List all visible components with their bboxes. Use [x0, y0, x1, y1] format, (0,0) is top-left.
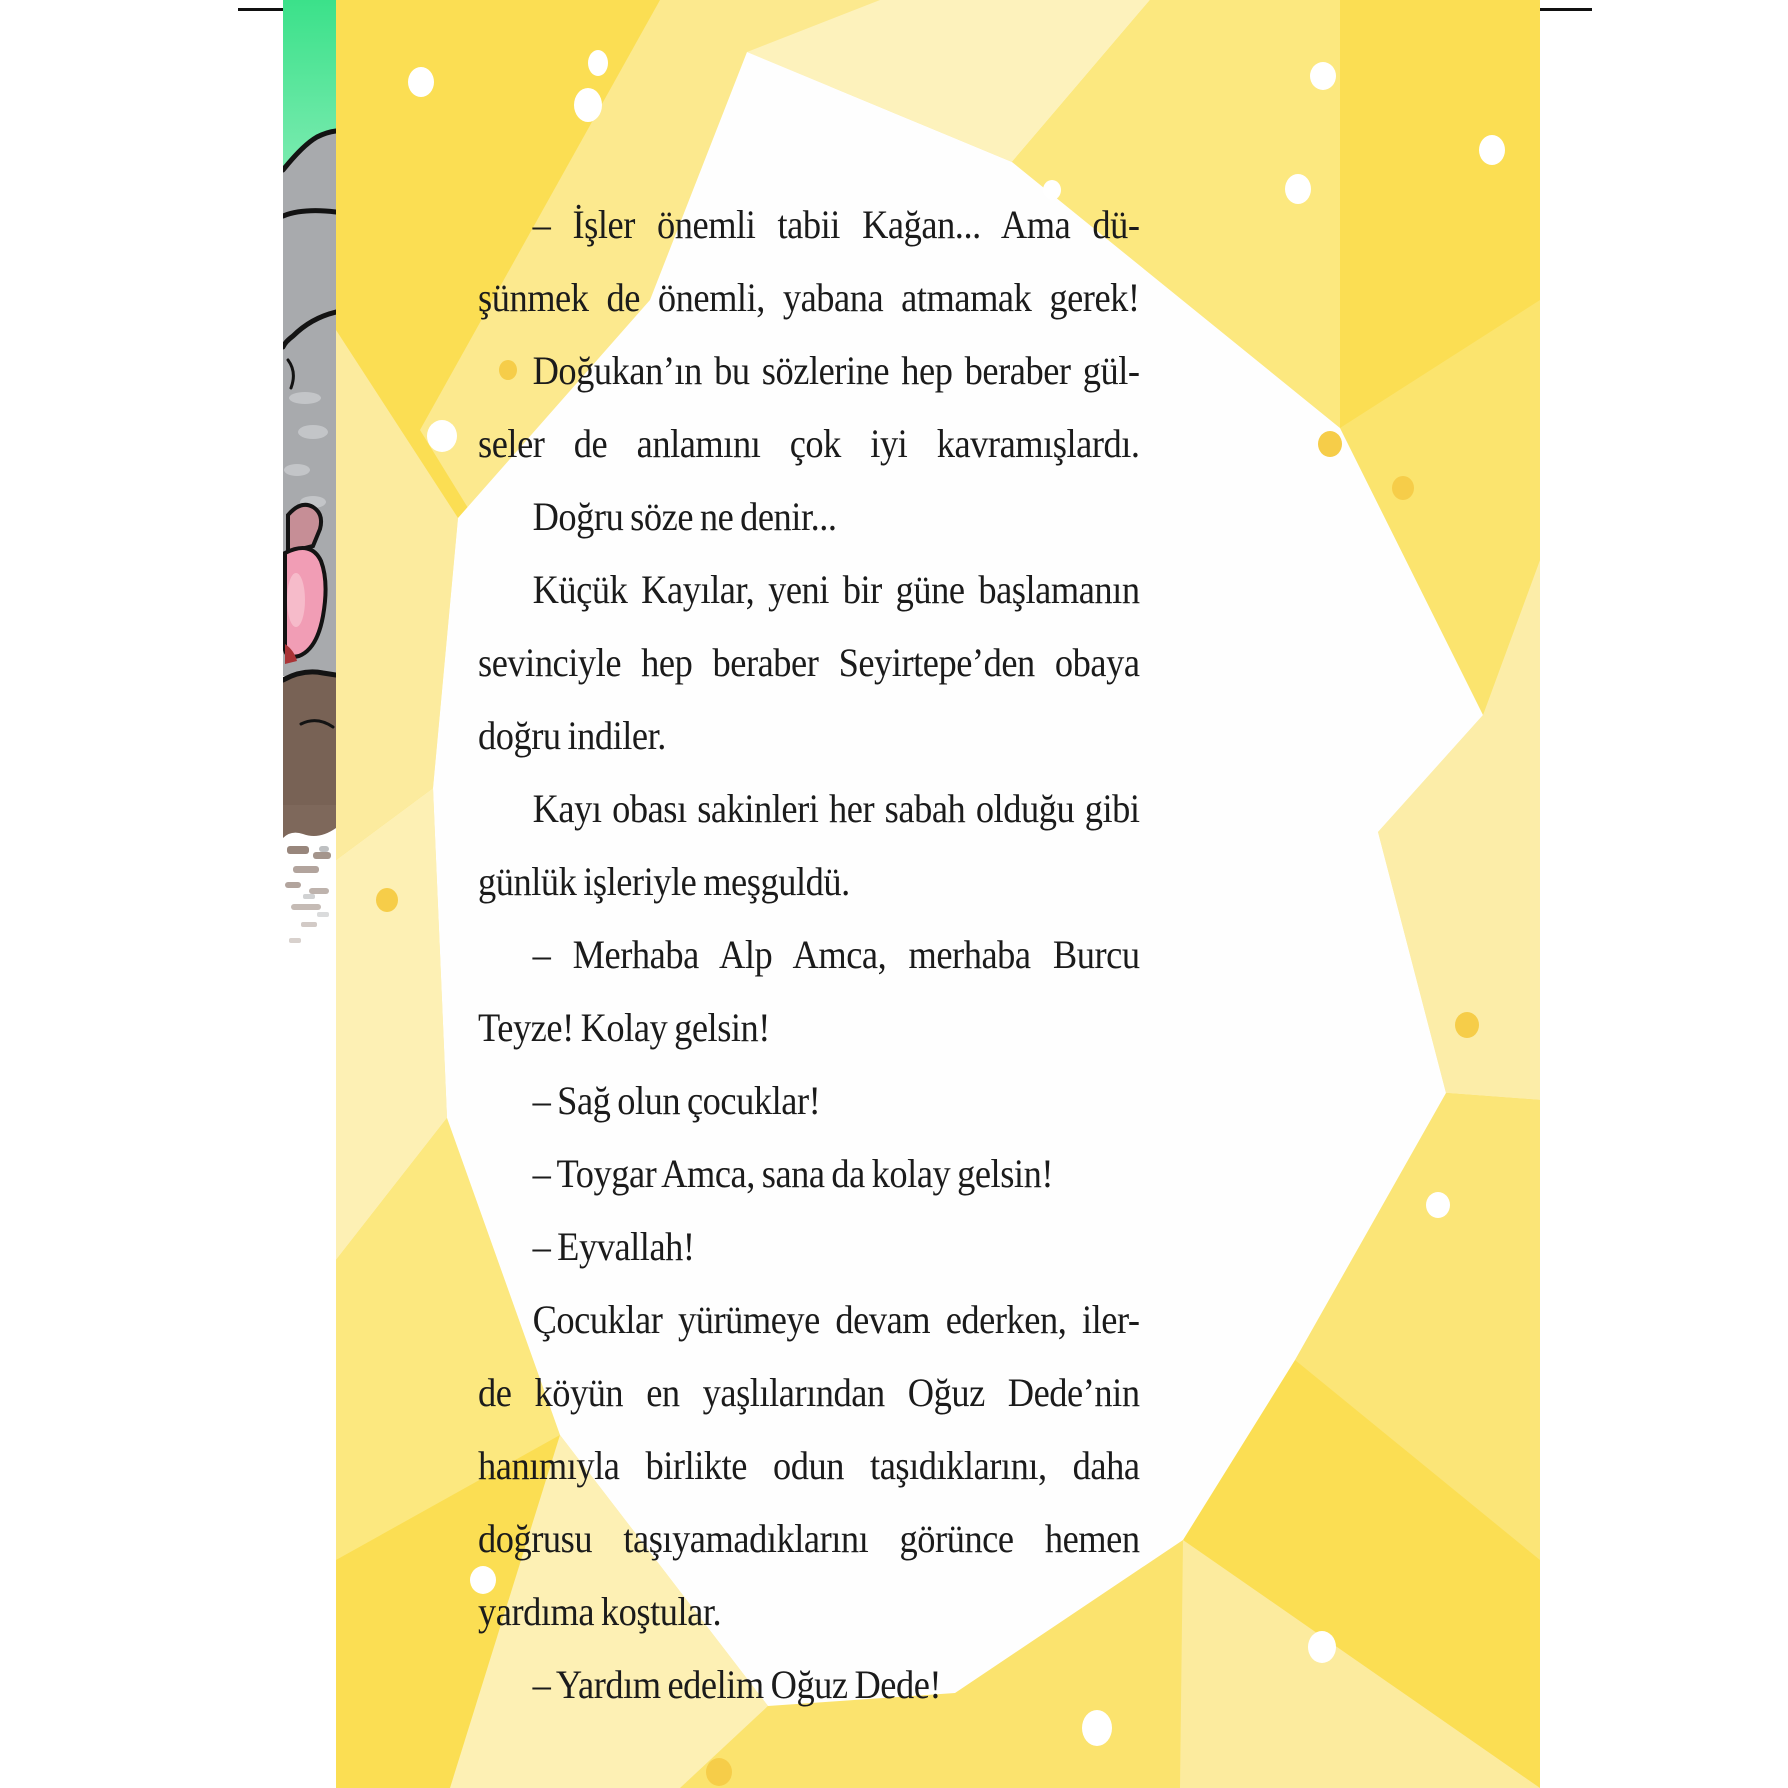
- text-line: de köyün en yaşlılarından Oğuz Dede’nin: [478, 1370, 1140, 1415]
- gutter-illustration: [283, 0, 336, 960]
- text-line: – Eyvallah!: [532, 1224, 695, 1269]
- text-line: – Yardım edelim Oğuz Dede!: [532, 1662, 942, 1707]
- text-line: doğrusu taşıyamadıklarını görünce hemen: [478, 1516, 1140, 1561]
- story-text-block: [478, 188, 1140, 1721]
- text-line: seler de anlamını çok iyi kavramışlardı.: [478, 421, 1140, 466]
- text-line: – Toygar Amca, sana da kolay gelsin!: [532, 1151, 1053, 1196]
- text-line: – Sağ olun çocuklar!: [532, 1078, 821, 1123]
- text-line: günlük işleriyle meşguldü.: [478, 859, 850, 904]
- text-line: Çocuklar yürümeye devam ederken, iler-: [532, 1297, 1140, 1342]
- text-line: doğru indiler.: [478, 713, 666, 758]
- text-line: yardıma koştular.: [478, 1589, 722, 1634]
- text-line: – Merhaba Alp Amca, merhaba Burcu: [532, 932, 1140, 977]
- text-line: – İşler önemli tabii Kağan... Ama dü-: [532, 202, 1140, 247]
- text-line: sevinciyle hep beraber Seyirtepe’den obaya: [478, 640, 1140, 685]
- text-line: Teyze! Kolay gelsin!: [478, 1005, 770, 1050]
- brown-ground: [283, 671, 336, 805]
- text-line: Doğru söze ne denir...: [532, 494, 837, 539]
- text-line: Küçük Kayılar, yeni bir güne başlamanın: [532, 567, 1140, 612]
- text-line: Doğukan’ın bu sözlerine hep beraber gül-: [532, 348, 1140, 393]
- pink-highlight: [287, 573, 305, 627]
- text-line: Kayı obası sakinleri her sabah olduğu gibi: [532, 786, 1140, 831]
- text-line: şünmek de önemli, yabana atmamak gerek!: [478, 275, 1140, 320]
- brush-speckles: [283, 805, 336, 943]
- text-line: hanımıyla birlikte odun taşıdıklarını, daha: [478, 1443, 1140, 1488]
